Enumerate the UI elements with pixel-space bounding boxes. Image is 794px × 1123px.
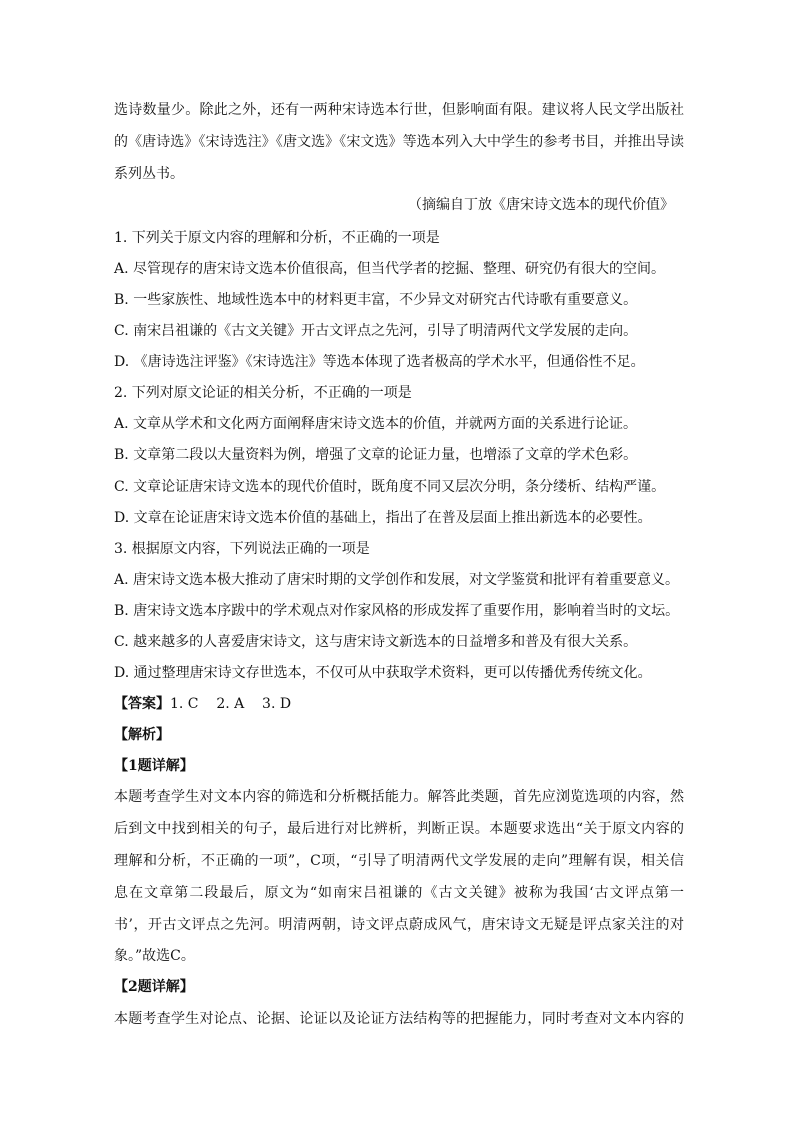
question-1-stem: 1. 下列关于原文内容的理解和分析，不正确的一项是 — [114, 230, 440, 246]
detail-2-line-1: 本题考查学生对论点、论据、论证以及论证方法结构等的把握能力，同时考查对文本内容的 — [114, 1011, 684, 1027]
question-3-option-a: A. 唐宋诗文选本极大推动了唐宋时期的文学创作和发展，对文学鉴赏和批评有着重要意义。 — [114, 572, 680, 588]
intro-line-3: 系列丛书。 — [114, 166, 184, 182]
detail-1-line-4: 息在文章第二段最后，原文为“如南宋吕祖谦的《古文关键》被称为我国‘古文评点第一 — [114, 885, 684, 901]
detail-1-line-2: 后到文中找到相关的句子，最后进行对比辨析，判断正误。本题要求选出“关于原文内容的 — [114, 821, 684, 837]
source-citation: （摘编自丁放《唐宋诗文选本的现代价值》 — [408, 197, 674, 213]
question-2-stem: 2. 下列对原文论证的相关分析，不正确的一项是 — [114, 385, 412, 401]
question-3-stem: 3. 根据原文内容，下列说法正确的一项是 — [114, 541, 370, 557]
question-3-option-c: C. 越来越多的人喜爱唐宋诗文，这与唐宋诗文新选本的日益增多和普及有很大关系。 — [114, 634, 638, 650]
question-2-option-d: D. 文章在论证唐宋诗文选本价值的基础上，指出了在普及层面上推出新选本的必要性。 — [114, 510, 652, 526]
analysis-label: 【解析】 — [114, 727, 170, 743]
detail-1-line-5: 书’，开古文评点之先河。明清两朝，诗文评点蔚成风气，唐宋诗文无疑是评点家关注的对 — [114, 917, 684, 933]
detail-1-line-1: 本题考查学生对文本内容的筛选和分析概括能力。解答此类题，首先应浏览选项的内容，然 — [114, 789, 684, 805]
question-1-option-b: B. 一些家族性、地域性选本中的材料更丰富，不少异文对研究古代诗歌有重要意义。 — [114, 292, 638, 308]
answer-row — [114, 694, 684, 714]
detail-2-label: 【2题详解】 — [114, 979, 194, 995]
answer-text: 1. C 2. A 3. D — [170, 696, 292, 712]
answer-label: 【答案】 — [114, 696, 170, 712]
question-2-option-c: C. 文章论证唐宋诗文选本的现代价值时，既角度不同又层次分明，条分缕析、结构严谨。 — [114, 479, 666, 495]
question-1-option-a: A. 尽管现存的唐宋诗文选本价值很高，但当代学者的挖掘、整理、研究仍有很大的空间。 — [114, 261, 666, 277]
question-3-option-d: D. 通过整理唐宋诗文存世选本，不仅可从中获取学术资料，更可以传播优秀传统文化。 — [114, 665, 652, 681]
detail-1-label: 【1题详解】 — [114, 758, 194, 774]
intro-line-1: 选诗数量少。除此之外，还有一两种宋诗选本行世，但影响面有限。建议将人民文学出版社 — [114, 102, 684, 118]
question-1-option-c: C. 南宋吕祖谦的《古文关键》开古文评点之先河，引导了明清两代文学发展的走向。 — [114, 323, 638, 339]
question-2-option-a: A. 文章从学术和文化两方面阐释唐宋诗文选本的价值，并就两方面的关系进行论证。 — [114, 416, 638, 432]
question-1-option-d: D. 《唐诗选注评鉴》《宋诗选注》等选本体现了选者极高的学术水平，但通俗性不足。 — [114, 354, 645, 370]
detail-1-line-3: 理解和分析，不正确的一项”，C项，“引导了明清两代文学发展的走向”理解有误，相关信 — [114, 853, 684, 869]
question-2-option-b: B. 文章第二段以大量资料为例，增强了文章的论证力量，也增添了文章的学术色彩。 — [114, 447, 638, 463]
question-3-option-b: B. 唐宋诗文选本序跋中的学术观点对作家风格的形成发挥了重要作用，影响着当时的文坛。 — [114, 603, 680, 619]
intro-line-2: 的《唐诗选》《宋诗选注》《唐文选》《宋文选》等选本列入大中学生的参考书目，并推出导读 — [114, 134, 684, 150]
detail-1-line-6: 象。”故选C。 — [114, 948, 195, 964]
